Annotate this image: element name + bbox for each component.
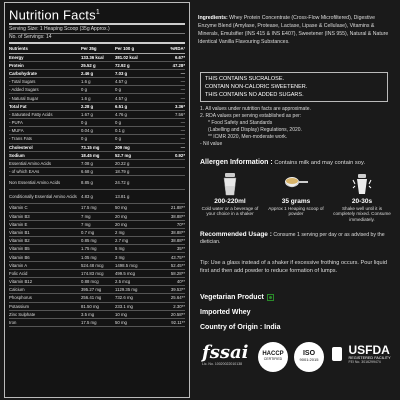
nutrient-name: - Trans Fats [9, 135, 81, 143]
nutrient-row [9, 143, 185, 151]
rda-value: 21.88** [149, 204, 185, 212]
shaker-icon [220, 172, 240, 196]
header-per-serving: Per 35g [81, 45, 115, 53]
nutrient-name: Vitamin C [9, 204, 81, 212]
sweetener-notice-box [200, 72, 388, 102]
nutrient-row [9, 69, 185, 77]
per-100g-value: 4.57 g [115, 94, 149, 102]
per-serving-value: 0.04 g [81, 127, 115, 135]
step-scoop-text: Approx 1 Heaping scoop of powder [268, 205, 324, 216]
nutrient-name: Cholesterol [9, 143, 81, 151]
usfda-logo [332, 344, 394, 364]
nutrition-title: Nutrition Facts$^1$ [9, 7, 100, 23]
nutrient-row [9, 53, 185, 61]
nutrient-row [9, 61, 185, 69]
rda-value: 38.88** [149, 228, 185, 236]
header-per-100g: Per 100 g [115, 45, 149, 53]
nutrient-row [9, 190, 185, 204]
nutrient-name: Vitamin B3 [9, 212, 81, 220]
recommended-usage [200, 231, 394, 246]
nutrient-name: Essential Amino Acids [9, 159, 81, 167]
per-100g-value: 50 mg [115, 204, 149, 212]
rda-value: — [149, 135, 185, 143]
nutrient-name: Calcium [9, 286, 81, 294]
fssai-wordmark: fssai [202, 342, 249, 363]
usfda-sub: REGISTERED FACILITY [348, 356, 391, 360]
per-100g-value: 381.02 kcal [115, 53, 149, 61]
imported-whey-label: Imported Whey [200, 309, 251, 316]
nutrient-name: Vitamin B12 [9, 278, 81, 286]
rda-value: 39.53** [149, 286, 185, 294]
nutrient-name: Vitamin B1 [9, 228, 81, 236]
nutrition-section [0, 0, 192, 400]
iso-logo [294, 342, 324, 372]
nutrient-name: - Saturated Fatty Acids [9, 110, 81, 118]
per-serving-value: 524.48 mcg [81, 261, 115, 269]
header-rda: %RDA² [149, 45, 185, 53]
per-100g-value: 209 mg [115, 143, 149, 151]
nutrient-row [9, 318, 185, 326]
usfda-text: USFDA [348, 343, 390, 357]
header-nutrients: Nutrients [9, 45, 81, 53]
nutrient-row [9, 310, 185, 318]
per-serving-value: 17.5 mg [81, 204, 115, 212]
step-water [200, 172, 260, 217]
footnote: 1. All values under nutrition facts are approximate. [200, 106, 311, 112]
nutrient-row [9, 204, 185, 212]
rda-value: 58.28** [149, 269, 185, 277]
rda-value: — [149, 78, 185, 86]
nutrient-name: Vitamin E [9, 220, 81, 228]
per-100g-value: 1498.5 mcg [115, 261, 149, 269]
per-100g-value: 4.57 g [115, 78, 149, 86]
ingredients-text: Whey Protein Concentrate (Cross-Flow Microfiltered), Digestive Enzyme Blend (Amylase, Protease, Lactase, Lipase & Cellulase), Vitamins & Minerals, Emulsifier (INS 415 & INS E407), Sweetener (INS 955), Natural & Nature Identical Vanilla Flavouring Substances. [198, 15, 389, 45]
per-serving-value: 17.5 mg [81, 318, 115, 326]
step-shake-text: Shake well until it is completely mixed. Consume immediately. [333, 205, 391, 222]
nutrient-row [9, 151, 185, 159]
certification-logos [198, 338, 396, 398]
step-scoop-amount: 35 grams [281, 197, 311, 205]
usage-text: Consume 1 serving per day or as advised by the dietician. [200, 232, 385, 245]
serving-size: Serving Size: 1 Heaping Scoop (35g Approx.) [9, 26, 110, 33]
footnote: (Labelling and Display) Regulations, 2020. [208, 127, 302, 133]
rda-value: 7.56* [149, 110, 185, 118]
per-serving-value: 0 g [81, 86, 115, 94]
per-100g-value: 50 mg [115, 318, 149, 326]
footnote: 2. RDA values per serving established as per: [200, 113, 302, 119]
footnotes [200, 106, 390, 148]
nutrient-name: Iron [9, 318, 81, 326]
per-serving-value: 7.08 g [81, 159, 115, 167]
per-100g-value: 2 mg [115, 228, 149, 236]
per-serving-value: 7 mg [81, 212, 115, 220]
iso-text: ISO [302, 350, 316, 357]
nutrient-row [9, 86, 185, 94]
rda-value: 92.11** [149, 318, 185, 326]
rda-value: 0.92* [149, 151, 185, 159]
per-serving-value: 1.6 g [81, 94, 115, 102]
nutrient-row [9, 135, 185, 143]
usage-tip: Tip: Use a glass instead of a shaker if excessive frothing occurs. Pour liquid first and then add powder to reduce formation of lumps. [200, 260, 387, 274]
step-water-amount: 200-220ml [214, 197, 246, 205]
footnote: * Food Safety and Standards [208, 120, 273, 126]
per-serving-value: 2.28 g [81, 102, 115, 110]
iso-sub: 9001:2015 [299, 357, 319, 362]
nutrient-name: Total Fat [9, 102, 81, 110]
allergen-info [200, 159, 365, 166]
notice-line: CONTAIN NON-CALORIC SWEETENER. [205, 84, 308, 90]
usfda-number: FEI No. 3016299474 [348, 360, 381, 364]
nutrient-name: Carbohydrate [9, 69, 81, 77]
step-water-text: Cold water or a beverage of your choice in a shaker [201, 205, 259, 216]
nutrient-row [9, 237, 185, 245]
ingredients-label: Ingredients: [198, 15, 228, 21]
nutrient-row [9, 278, 185, 286]
nutrient-name: - Total Sugars [9, 78, 81, 86]
nutrient-row [9, 228, 185, 236]
usage-label: Recommended Usage : [200, 231, 272, 238]
per-serving-value: 256.41 mg [81, 294, 115, 302]
nutrient-name: - Natural Sugar [9, 94, 81, 102]
rda-value [149, 168, 185, 176]
per-100g-value: 1129.35 mg [115, 286, 149, 294]
per-serving-value: 1.67 g [81, 110, 115, 118]
divider [9, 42, 185, 44]
per-serving-value: 81.50 mg [81, 302, 115, 310]
servings-count: No. of Servings: 14 [9, 34, 52, 41]
per-serving-value: 18.45 mg [81, 151, 115, 159]
nutrient-row [9, 253, 185, 261]
haccp-sub: CERTIFIED [263, 357, 283, 361]
nutrient-name: Vitamin A [9, 261, 81, 269]
notice-line: THIS CONTAINS NO ADDED SUGARS. [205, 92, 304, 98]
rda-value: 38.88** [149, 237, 185, 245]
nutrient-row [9, 245, 185, 253]
per-100g-value: 10 mg [115, 310, 149, 318]
per-100g-value: 4.76 g [115, 110, 149, 118]
rda-value: 3.36* [149, 102, 185, 110]
per-100g-value: 7.03 g [115, 69, 149, 77]
per-serving-value: 0.88 mcg [81, 278, 115, 286]
nutrient-name: Potassium [9, 302, 81, 310]
haccp-logo [258, 342, 288, 372]
fssai-logo [202, 344, 250, 366]
per-serving-value: 6.68 g [81, 168, 115, 176]
nutrient-name: Vitamin B2 [9, 237, 81, 245]
per-100g-value: 20 mg [115, 212, 149, 220]
rda-value: 20.58** [149, 310, 185, 318]
per-serving-value: 4.83 g [81, 190, 115, 204]
rda-value: 38.88** [149, 212, 185, 220]
per-100g-value: 499.5 mcg [115, 269, 149, 277]
nutrient-name: Conditionally Essential Amino Acids [9, 190, 81, 204]
nutrient-row [9, 294, 185, 302]
rda-value: 52.45** [149, 261, 185, 269]
footnote: ** ICMR 2020, Men-moderate work. [208, 134, 288, 140]
nutrient-name: Sodium [9, 151, 81, 159]
nutrient-name: Non Essential Amino Acids [9, 176, 81, 190]
nutrient-row [9, 159, 185, 167]
nutrient-row [9, 269, 185, 277]
usfda-icon [332, 347, 342, 361]
info-section [198, 0, 396, 400]
nutrient-row [9, 302, 185, 310]
per-serving-value: 0 g [81, 135, 115, 143]
nutrient-name: - of which EAAs [9, 168, 81, 176]
nutrient-name: Vitamin B5 [9, 245, 81, 253]
nutrient-name: - Added Sugars [9, 86, 81, 94]
rda-value [149, 159, 185, 167]
table-header-row [9, 45, 185, 53]
per-serving-value: 395.27 mg [81, 286, 115, 294]
rda-value: 70** [149, 220, 185, 228]
per-100g-value: 13.81 g [115, 190, 149, 204]
step-shake-time: 20-30s [351, 197, 373, 205]
rda-value: 25.64** [149, 294, 185, 302]
step-shake [332, 172, 392, 222]
nutrient-name: - MUFA [9, 127, 81, 135]
per-100g-value: 732.6 mg [115, 294, 149, 302]
rda-value: — [149, 69, 185, 77]
per-serving-value: 1.6 g [81, 78, 115, 86]
per-serving-value: 73.15 mg [81, 143, 115, 151]
rda-value: 35** [149, 245, 185, 253]
per-100g-value: 2.5 mcg [115, 278, 149, 286]
allergen-text: Contains milk and may contain soy. [274, 160, 366, 166]
per-100g-value: 24.72 g [115, 176, 149, 190]
rda-value [149, 176, 185, 190]
vegetarian-icon [267, 294, 274, 301]
nutrient-name: - PUFA [9, 119, 81, 127]
rda-value: 47.28* [149, 61, 185, 69]
nutrient-row [9, 212, 185, 220]
product-facts [200, 290, 394, 335]
per-100g-value: 72.92 g [115, 61, 149, 69]
vegetarian-line [200, 290, 394, 305]
nutrition-table [9, 45, 185, 327]
country-of-origin: Country of Origin : India [200, 324, 281, 331]
nutrient-name: Energy [9, 53, 81, 61]
shake-icon [350, 172, 374, 196]
nutrient-row [9, 176, 185, 190]
per-100g-value: 5 mg [115, 245, 149, 253]
per-100g-value: 52.7 mg [115, 151, 149, 159]
per-serving-value: 3.5 mg [81, 310, 115, 318]
per-serving-value: 0.7 mg [81, 228, 115, 236]
per-serving-value: 174.83 mcg [81, 269, 115, 277]
nutrient-row [9, 127, 185, 135]
nutrient-row [9, 78, 185, 86]
per-100g-value: 2.7 mg [115, 237, 149, 245]
rda-value: 2.30** [149, 302, 185, 310]
per-serving-value: 1.05 mg [81, 253, 115, 261]
per-100g-value: 3 mg [115, 253, 149, 261]
divider [9, 23, 185, 25]
per-serving-value: 1.75 mg [81, 245, 115, 253]
per-100g-value: 20.22 g [115, 159, 149, 167]
haccp-text: HACCP [262, 351, 284, 357]
footnote: - Nil value [200, 141, 223, 147]
fssai-license: Lic. No. 10020022010138 [202, 362, 243, 366]
nutrient-row [9, 168, 185, 176]
nutrient-name: Folic Acid [9, 269, 81, 277]
vegetarian-label: Vegetarian Product [200, 294, 264, 301]
per-100g-value: 0 g [115, 86, 149, 94]
per-100g-value: 20 mg [115, 220, 149, 228]
per-100g-value: 0.1 g [115, 127, 149, 135]
nutrient-name: Zinc Sulphate [9, 310, 81, 318]
per-serving-value: 0 g [81, 119, 115, 127]
rda-value: — [149, 119, 185, 127]
step-scoop [266, 172, 326, 217]
per-serving-value: 133.36 kcal [81, 53, 115, 61]
per-100g-value: 0 g [115, 119, 149, 127]
nutrient-row [9, 261, 185, 269]
nutrient-row [9, 286, 185, 294]
nutrition-facts-panel [4, 2, 190, 398]
nutrient-name: Vitamin B6 [9, 253, 81, 261]
nutrient-row [9, 94, 185, 102]
nutrient-row [9, 110, 185, 118]
nutrient-row [9, 119, 185, 127]
per-serving-value: 25.52 g [81, 61, 115, 69]
notice-line: THIS CONTAINS SUCRALOSE. [205, 76, 285, 82]
preparation-steps [200, 172, 396, 230]
per-serving-value: 8.85 g [81, 176, 115, 190]
per-100g-value: 0 g [115, 135, 149, 143]
per-serving-value: 2.46 g [81, 69, 115, 77]
per-100g-value: 18.79 g [115, 168, 149, 176]
rda-value: — [149, 143, 185, 151]
scoop-icon [283, 172, 309, 196]
per-100g-value: 6.51 g [115, 102, 149, 110]
rda-value: — [149, 127, 185, 135]
allergen-label: Allergen Information : [200, 159, 273, 166]
nutrient-row [9, 102, 185, 110]
rda-value: 40** [149, 278, 185, 286]
rda-value: — [149, 86, 185, 94]
per-serving-value: 0.85 mg [81, 237, 115, 245]
nutrient-row [9, 220, 185, 228]
ingredients-block [198, 14, 394, 46]
rda-value: 6.67* [149, 53, 185, 61]
rda-value: 43.75** [149, 253, 185, 261]
rda-value: — [149, 94, 185, 102]
nutrient-name: Protein [9, 61, 81, 69]
rda-value [149, 190, 185, 204]
nutrient-name: Phosphorus [9, 294, 81, 302]
per-100g-value: 233.1 mg [115, 302, 149, 310]
per-serving-value: 7 mg [81, 220, 115, 228]
